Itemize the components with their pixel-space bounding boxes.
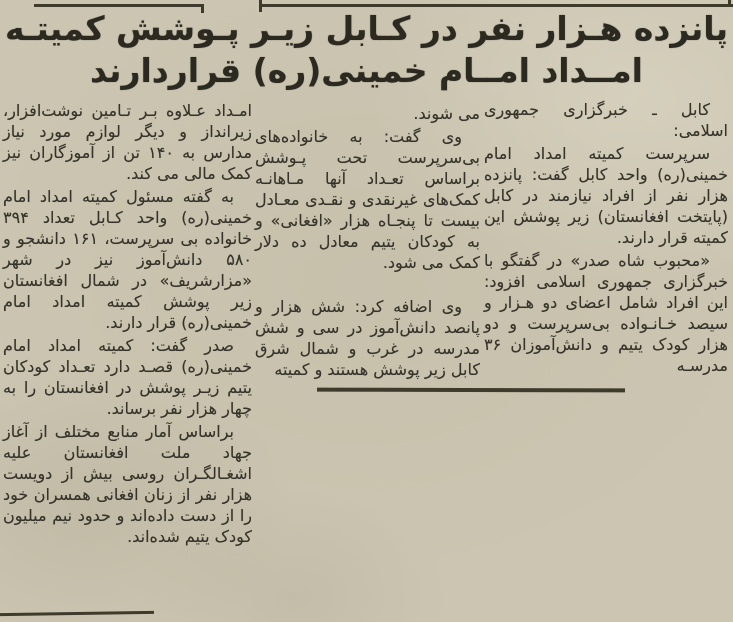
article-paragraph: وی گفت: به خانواده‌های بی‌سرپرست تحت پـوشش براساس تعـداد آنها مـاهانـه کمک‌های غیرنقدی و نقـدی معـادل بیست تا پنجـاه هزار «افغانی» و به کودکان یتیم معادل ده دلار کمک می شود. [255, 127, 480, 272]
article-paragraph: امـداد عـلاوه بـر تـامین نوشت‌افزار، زیرانداز و دیگر لوازم مورد نیاز مدارس به ۱۴۰ تن از آموزگاران نیز کمک مالی می کند. [3, 101, 252, 183]
article-paragraph: «محبوب شاه صدر» در گفتگو با خبرگزاری جمهوری اسلامی افزود: این افراد شامل اعضای دو هـزار و سیصد خـانـواده بی‌سرپرست و دو هزار کودک یتیم و دانش‌آموزان ۳۶ مدرسـه [484, 251, 728, 375]
article-paragraph: می شوند. [413, 104, 480, 123]
article-headline [0, 8, 733, 92]
headline-line-2: امــداد امــام خمینی(ره) قراردارند [90, 51, 643, 90]
section-divider-rule [317, 388, 625, 393]
top-rule-fragment-right-end-tick [728, 0, 731, 7]
article-paragraph: سرپرست کمیته امداد امام خمینی(ره) واحد کابل گفت: پانزده هزار نفر از افراد نیازمند در کابل (پایتخت افغانستان) زیر پوشش این کمیته قرار دارند. [484, 144, 728, 247]
headline-line-1: پانزده هـزار نفر در کـابل زیـر پـوشش کمیتـه [4, 9, 729, 48]
top-rule-fragment-right [259, 4, 733, 7]
dateline: کابل ـ خبرگزاری جمهوری اسلامی: [484, 100, 728, 140]
article-paragraph: براساس آمار منابع مختلف از آغاز جهاد ملت افغانستان علیه اشغـالگـران روسی بیش از دویست هزار نفر از زنان افغانی همسران خود را از دست داده‌اند و حدود نیم میلیون کودک یتیم شده‌اند. [3, 422, 252, 546]
article-column-right [484, 99, 728, 378]
article-column-left [3, 100, 252, 549]
article-paragraph: وی اضافه کرد: شش هزار و پانصد دانش‌آموز در سی و شش مدرسه در غرب و شمال شرق کابل زیر پوشش هستند و کمیته [255, 297, 480, 379]
bottom-left-rule [0, 611, 154, 616]
article-paragraph: صدر گفت: کمیته امداد امام خمینی(ره) قصـد دارد تعـداد کودکان یتیم زیـر پوشش در افغانستان را به چهار هزار نفر برساند. [3, 336, 252, 418]
article-paragraph: به گفته مسئول کمیته امداد امام خمینی(ره) واحد کـابل تعداد ۳۹۴ خانواده بی سرپرست، ۱۶۱ دانشجو و ۵۸۰ دانش‌آموز نیز در شهر «مزارشریف» در شمال افغانستان زیر پوشش کمیته امداد امام خمینی(ره) قرار دارند. [3, 187, 252, 332]
top-rule-fragment-left [34, 4, 204, 7]
article-column-middle [255, 103, 480, 382]
